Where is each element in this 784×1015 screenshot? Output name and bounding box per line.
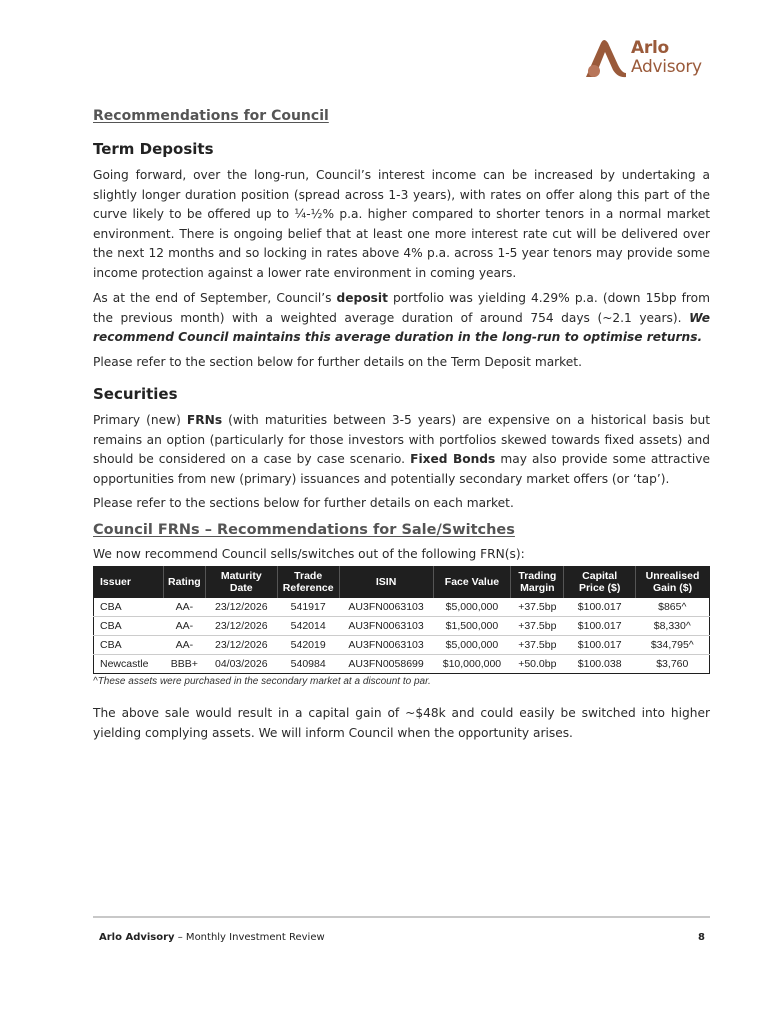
cell-trade-ref: 540984: [277, 655, 339, 674]
table-row: [94, 636, 710, 655]
cell-issuer: CBA: [94, 636, 164, 655]
page-content: [93, 108, 710, 743]
term-deposits-heading: Term Deposits: [93, 140, 214, 158]
cell-issuer: Newcastle: [94, 655, 164, 674]
cell-price: $100.017: [564, 617, 636, 636]
cell-face-value: $5,000,000: [433, 636, 511, 655]
term-deposits-paragraph-2: As at the end of September, Council’s deposit portfolio was yielding 4.29% p.a. (down 15bp from the previous month) with a weighted average duration of around 754 days (~2.1 years). We recommend Council maintains this average duration in the long-run to optimise returns.: [93, 291, 710, 344]
cell-isin: AU3FN0058699: [339, 655, 433, 674]
cell-rating: AA-: [163, 598, 205, 617]
arlo-logo-icon: [582, 37, 628, 79]
cell-isin: AU3FN0063103: [339, 617, 433, 636]
table-row: [94, 617, 710, 636]
page-footer: [99, 932, 705, 943]
cell-face-value: $5,000,000: [433, 598, 511, 617]
footer-divider: [93, 916, 710, 918]
cell-margin: +37.5bp: [511, 598, 564, 617]
term-deposits-paragraph-3: Please refer to the section below for further details on the Term Deposit market.: [93, 354, 582, 369]
cell-trade-ref: 542014: [277, 617, 339, 636]
cell-isin: AU3FN0063103: [339, 636, 433, 655]
cell-gain: $34,795^: [636, 636, 710, 655]
cell-issuer: CBA: [94, 617, 164, 636]
header-capital-price: Capital Price ($): [564, 567, 636, 598]
cell-price: $100.017: [564, 636, 636, 655]
cell-gain: $3,760: [636, 655, 710, 674]
cell-margin: +37.5bp: [511, 617, 564, 636]
cell-trade-ref: 542019: [277, 636, 339, 655]
page-heading: Recommendations for Council: [93, 108, 329, 124]
header-face-value: Face Value: [433, 567, 511, 598]
frn-intro: We now recommend Council sells/switches out of the following FRN(s):: [93, 546, 525, 561]
cell-gain: $865^: [636, 598, 710, 617]
cell-isin: AU3FN0063103: [339, 598, 433, 617]
frn-table-wrap: [93, 566, 710, 687]
cell-face-value: $10,000,000: [433, 655, 511, 674]
header-unrealised-gain: Unrealised Gain ($): [636, 567, 710, 598]
header-rating: Rating: [163, 567, 205, 598]
cell-margin: +37.5bp: [511, 636, 564, 655]
cell-maturity: 23/12/2026: [205, 636, 277, 655]
table-row: [94, 655, 710, 674]
securities-paragraph-2: Please refer to the sections below for further details on each market.: [93, 496, 514, 510]
cell-rating: AA-: [163, 617, 205, 636]
cell-price: $100.017: [564, 598, 636, 617]
cell-face-value: $1,500,000: [433, 617, 511, 636]
cell-maturity: 23/12/2026: [205, 598, 277, 617]
cell-margin: +50.0bp: [511, 655, 564, 674]
header-trade-reference: Trade Reference: [277, 567, 339, 598]
frn-table: [93, 566, 710, 674]
frn-section-heading: Council FRNs – Recommendations for Sale/Switches: [93, 521, 515, 538]
header-isin: ISIN: [339, 567, 433, 598]
header-maturity: Maturity Date: [205, 567, 277, 598]
frn-conclusion: The above sale would result in a capital gain of ~$48k and could easily be switched into higher yielding complying assets. We will inform Council when the opportunity arises.: [93, 706, 710, 740]
cell-gain: $8,330^: [636, 617, 710, 636]
brand-logo: [582, 36, 712, 80]
brand-name: [631, 39, 702, 77]
header-trading-margin: Trading Margin: [511, 567, 564, 598]
table-header-row: [94, 567, 710, 598]
header-issuer: Issuer: [94, 567, 164, 598]
brand-name-line1: Arlo: [631, 38, 669, 58]
securities-heading: Securities: [93, 385, 178, 403]
cell-issuer: CBA: [94, 598, 164, 617]
cell-price: $100.038: [564, 655, 636, 674]
cell-rating: AA-: [163, 636, 205, 655]
securities-paragraph-1: Primary (new) FRNs (with maturities between 3-5 years) are expensive on a historical basis but remains an option (particularly for those investors with portfolios skewed towards fixed assets) and should be considered on a case by case scenario. Fixed Bonds may also provide some attractive opportunities from new (primary) issuances and potentially secondary market offers (or ‘tap’).: [93, 413, 710, 486]
cell-rating: BBB+: [163, 655, 205, 674]
table-footnote: ^These assets were purchased in the secondary market at a discount to par.: [93, 676, 431, 687]
footer-title: Arlo Advisory – Monthly Investment Review: [99, 932, 325, 943]
brand-name-line2: Advisory: [631, 57, 702, 77]
cell-maturity: 23/12/2026: [205, 617, 277, 636]
term-deposits-paragraph-1: Going forward, over the long-run, Council’s interest income can be increased by undertaking a slightly longer duration position (spread across 1-3 years), with rates on offer along this part of the curve likely to be offered up to ¼-½% p.a. higher compared to shorter tenors in a normal market environment. There is ongoing belief that at least one more interest rate cut will be delivered over the next 12 months and so locking in rates above 4% p.a. across 1-5 year tenors may provide some income protection against a lower rate environment in coming years.: [93, 168, 710, 280]
cell-maturity: 04/03/2026: [205, 655, 277, 674]
cell-trade-ref: 541917: [277, 598, 339, 617]
page-number: 8: [698, 932, 705, 943]
table-row: [94, 598, 710, 617]
